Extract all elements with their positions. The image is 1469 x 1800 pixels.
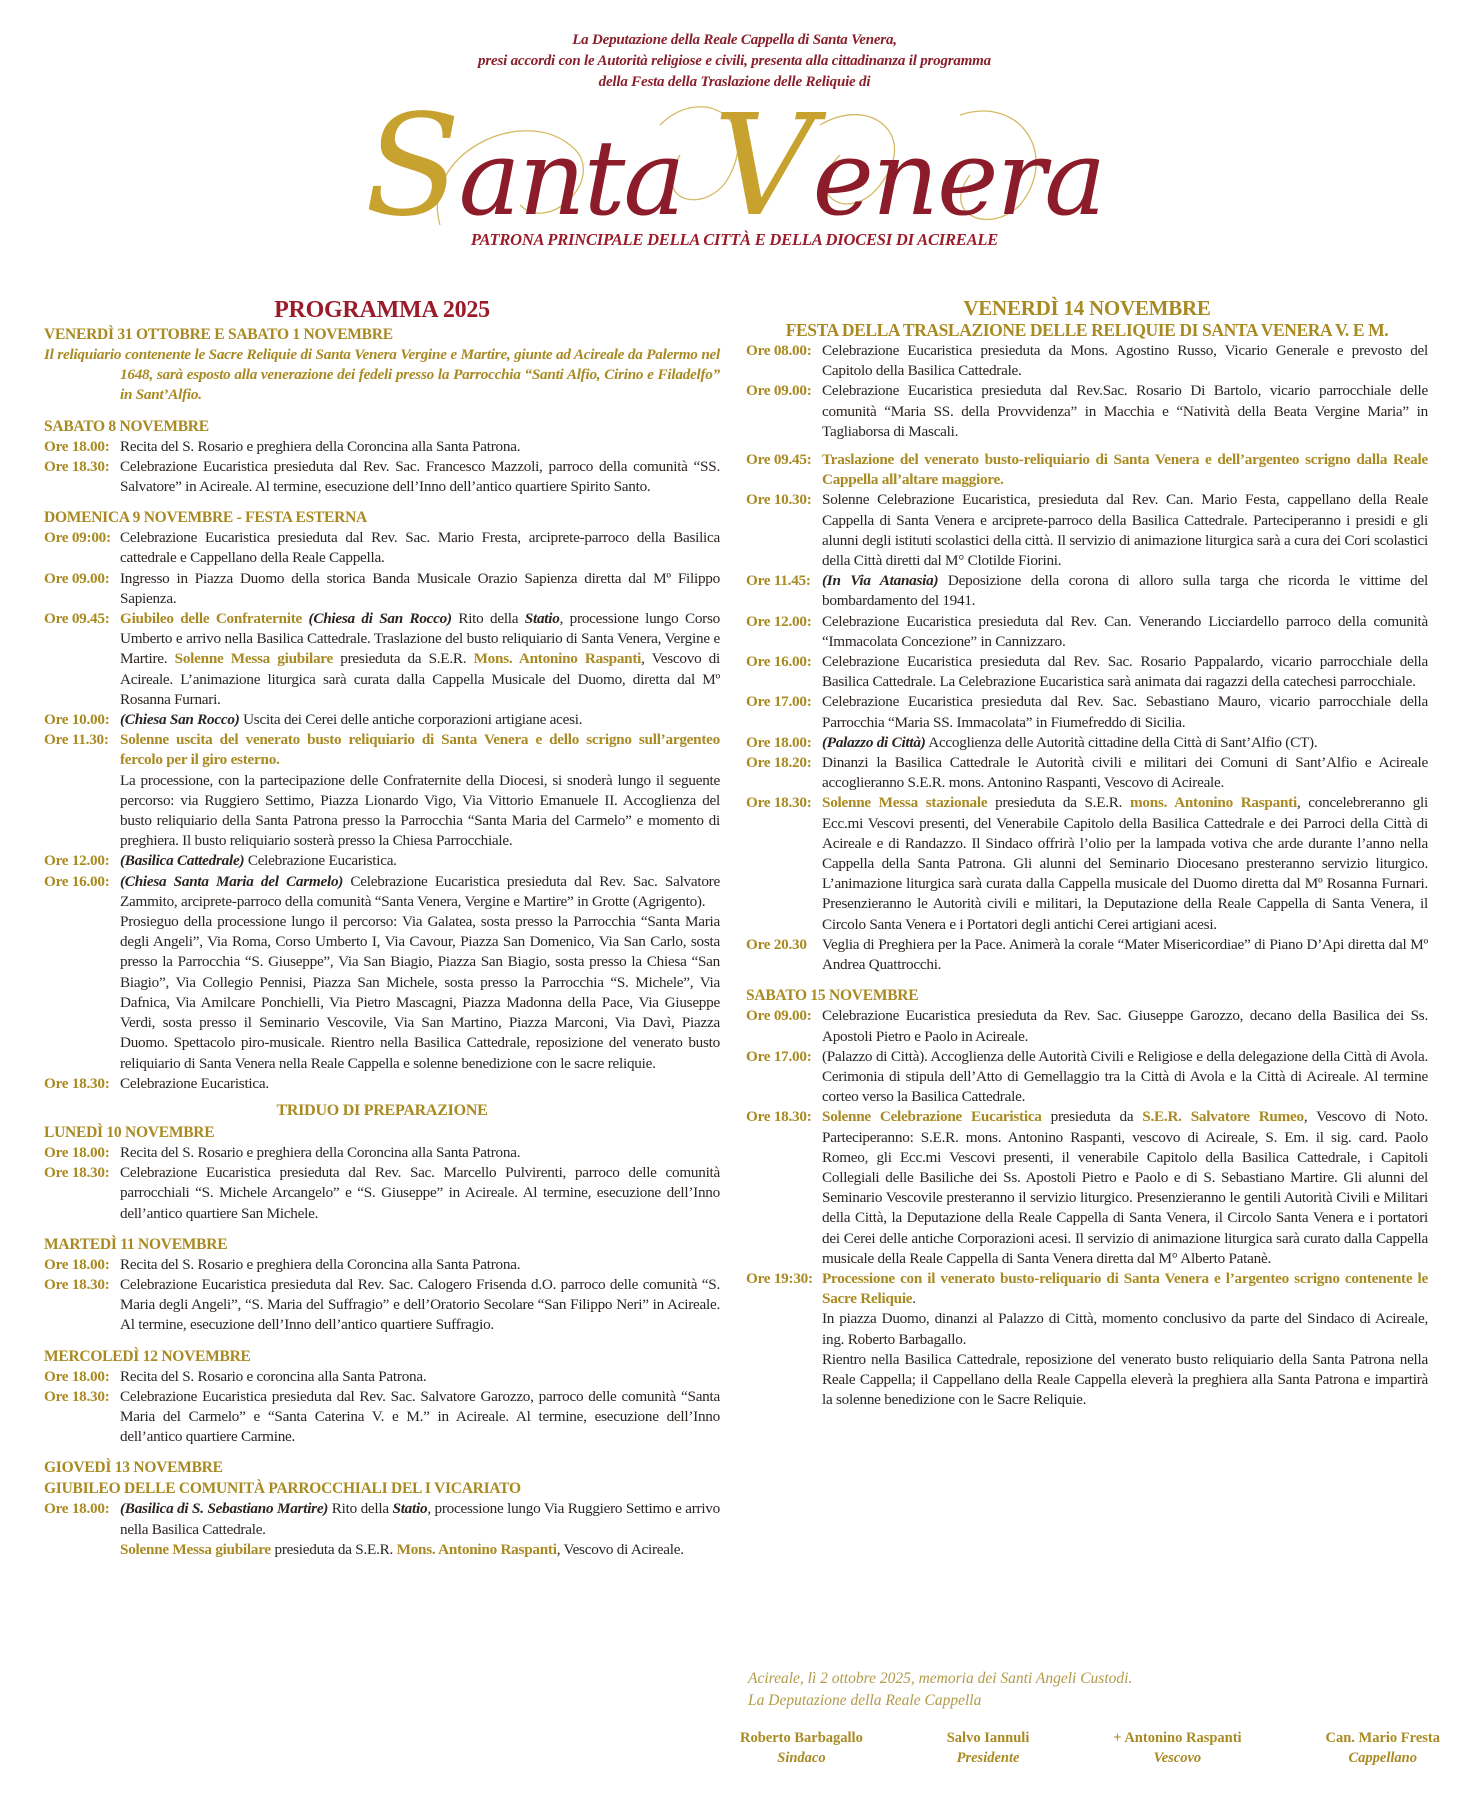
entry-text: Solenne Celebrazione Eucaristica, presieduta dal Rev. Can. Mario Festa, cappellano della Reale Cappella di Santa Venera e arciprete-parroco della Basilica Cattedrale. Parteciperanno i presidi e gli alunni degli istituti scolastici della città. Il servizio di animazione liturgica sarà a cura dei Cori scolastici della Città diretti dal M° Clotilde Fiorini. bbox=[822, 491, 1428, 570]
entry-time: Ore 09.45: bbox=[746, 451, 812, 469]
schedule-entry bbox=[746, 490, 1428, 571]
signature-role: Vescovo bbox=[1153, 1750, 1202, 1766]
entry-text: presieduta da S.E.R. bbox=[987, 794, 1131, 812]
entry-description bbox=[822, 450, 1428, 490]
entry-text: , Vescovo di Acireale. bbox=[556, 1540, 684, 1558]
entry-time: Ore 18.30: bbox=[746, 794, 812, 812]
signature-name: Salvo Iannuli bbox=[946, 1730, 1030, 1746]
day-heading: MERCOLEDÌ 12 NOVEMBRE bbox=[44, 1347, 251, 1365]
entry-description bbox=[120, 528, 720, 568]
entry-description bbox=[822, 341, 1428, 381]
logo-text: anta bbox=[458, 117, 684, 239]
highlight-text: Solenne Celebrazione Eucaristica bbox=[822, 1108, 1042, 1126]
signature-name: + Antonino Raspanti bbox=[1113, 1730, 1242, 1746]
schedule-entry bbox=[44, 872, 720, 912]
footer-note bbox=[748, 1668, 1132, 1712]
entry-text: (Palazzo di Città). Accoglienza delle Autorità Civili e Religiose e della delegazione della Città di Avola. Cerimonia di stipula dell’Atto di Gemellaggio tra la Città di Avola e la Città di Acireale. Al termine corteo verso la Basilica Cattedrale. bbox=[822, 1047, 1428, 1106]
signature-role: Cappellano bbox=[1348, 1750, 1417, 1766]
entry-description bbox=[120, 730, 720, 770]
entry-continuation bbox=[44, 1540, 720, 1560]
day-heading: VENERDÌ 31 OTTOBRE E SABATO 1 NOVEMBRE bbox=[44, 326, 393, 343]
entry-time: Ore 09.00: bbox=[746, 382, 812, 400]
day-heading: MARTEDÌ 11 NOVEMBRE bbox=[44, 1235, 228, 1253]
schedule-entry bbox=[746, 1269, 1428, 1309]
entry-description bbox=[822, 1006, 1428, 1046]
entry-description bbox=[120, 1255, 720, 1275]
entry-text: Celebrazione Eucaristica presieduta dal Rev. Can. Venerando Licciardello parroco della comunità “Immacolata Concezione” in Cannizzaro. bbox=[822, 612, 1428, 650]
highlight-text: Processione con il venerato busto-reliquario di Santa Venera e l’argenteo scrigno contenente le Sacre Reliquie bbox=[822, 1269, 1428, 1308]
logo-initial: V bbox=[713, 85, 813, 248]
schedule-entry bbox=[44, 1255, 720, 1275]
entry-time: Ore 09.45: bbox=[44, 610, 110, 628]
entry-time: Ore 18.30: bbox=[44, 1387, 110, 1405]
entry-description bbox=[120, 851, 720, 871]
entry-description bbox=[822, 692, 1428, 732]
entry-text: Recita del S. Rosario e preghiera della Coroncina alla Santa Patrona. bbox=[120, 1255, 521, 1273]
entry-text: , Vescovo di Noto. Parteciperanno: S.E.R. mons. Antonino Raspanti, vescovo di Acireale, S. Em. il sig. card. Paolo Romeo, gli Ecc.mi Vescovi presenti, il venerabile Capitolo della Basilica Cattedrale, i Capitoli Collegiali delle Basiliche dei Ss. Apostoli Pietro e Paolo e di S. Sebastiano Martire. Gli alunni del Seminario Vescovile presteranno il servizio liturgico. Presenzieranno le gentili Autorità Civili e Militari della Città, la Deputazione della Reale Cappella di Santa Venera, il Circolo Santa Venera e i portatori dei Cerei delle antiche Corporazioni acesi. Il servizio di animazione liturgica sarà curato dalla Cappella musicale della Reale Cappella di Santa Venera diretta dal M° Alberto Patanè. bbox=[822, 1108, 1428, 1267]
entry-description bbox=[120, 569, 720, 609]
spacer bbox=[746, 442, 1428, 450]
entry-description bbox=[822, 490, 1428, 571]
signature-role: Presidente bbox=[956, 1750, 1020, 1766]
highlight-text: Giubileo delle Confraternite bbox=[120, 610, 309, 628]
highlight-text: S.E.R. Salvatore Rumeo bbox=[1142, 1108, 1304, 1126]
logo-santa-venera bbox=[0, 85, 1469, 248]
day-heading: LUNEDÌ 10 NOVEMBRE bbox=[44, 1123, 215, 1141]
entry-text: Recita del S. Rosario e coroncina alla Santa Patrona. bbox=[120, 1367, 427, 1385]
schedule-entry bbox=[746, 733, 1428, 753]
logo-text: enera bbox=[812, 117, 1105, 239]
entry-time: Ore 18.00: bbox=[44, 437, 110, 455]
day-heading: DOMENICA 9 NOVEMBRE - FESTA ESTERNA bbox=[44, 509, 367, 527]
entry-description bbox=[822, 1269, 1428, 1309]
entry-text: , processione lungo Via Ruggiero Settimo e arrivo nella Basilica Cattedrale. bbox=[120, 1500, 720, 1538]
schedule-entry bbox=[746, 450, 1428, 490]
schedule-entry bbox=[44, 710, 720, 730]
entry-time: Ore 18.30: bbox=[746, 1108, 812, 1126]
place-note: (Basilica di S. Sebastiano Martire) bbox=[120, 1500, 329, 1518]
schedule-entry bbox=[44, 1143, 720, 1163]
entry-description bbox=[120, 1275, 720, 1336]
signed-by: La Deputazione della Reale Cappella bbox=[748, 1692, 982, 1709]
schedule-entry bbox=[44, 1275, 720, 1336]
schedule-entry bbox=[44, 569, 720, 609]
entry-text: presieduta da S.E.R. bbox=[333, 650, 474, 668]
day-heading: VENERDÌ 14 NOVEMBRE bbox=[963, 296, 1211, 320]
schedule-entry bbox=[746, 652, 1428, 692]
entry-time: Ore 18.20: bbox=[746, 754, 812, 772]
highlight-text: Mons. Antonino Raspanti bbox=[473, 650, 642, 668]
entry-text: presieduta da bbox=[1041, 1108, 1143, 1126]
entry-time: Ore 17.00: bbox=[746, 1047, 812, 1065]
entry-text: Rito della bbox=[328, 1500, 393, 1518]
tagline: PATRONA PRINCIPALE DELLA CITTÀ E DELLA DIOCESI DI ACIREALE bbox=[470, 230, 999, 249]
header-intro bbox=[0, 30, 1469, 93]
schedule-entry bbox=[44, 609, 720, 710]
signature bbox=[1113, 1728, 1241, 1768]
entry-description bbox=[120, 710, 720, 730]
entry-description bbox=[822, 571, 1428, 611]
entry-time: Ore 10.00: bbox=[44, 711, 110, 729]
schedule-entry bbox=[746, 935, 1428, 975]
entry-text: Uscita dei Cerei delle antiche corporazioni artigiane acesi. bbox=[239, 711, 583, 729]
signature-role: Sindaco bbox=[777, 1750, 826, 1766]
entry-text: La processione, con la partecipazione delle Confraternite della Diocesi, si snoderà lungo il seguente percorso: via Ruggiero Settimo, Piazza Lionardo Vigo, Via Vittorio Emanuele II. Accoglienza del busto reliquiario della Santa Patrona presso la Parrocchia “Santa Maria del Carmelo” e momento di preghiera. Il busto reliquiario sosterà presso la Chiesa Parrocchiale. bbox=[120, 771, 720, 850]
entry-continuation bbox=[44, 771, 720, 852]
intro-line: della Festa della Traslazione delle Reliquie di bbox=[598, 74, 871, 90]
schedule-entry bbox=[746, 1006, 1428, 1046]
signature-name: Roberto Barbagallo bbox=[740, 1730, 863, 1746]
entry-text: In piazza Duomo, dinanzi al Palazzo di Città, momento conclusivo da parte del Sindaco di Acireale, ing. Roberto Barbagallo. bbox=[822, 1310, 1428, 1348]
schedule-entry bbox=[44, 1387, 720, 1448]
entry-time: Ore 12.00: bbox=[44, 852, 110, 870]
highlight-text: Solenne uscita del venerato busto reliquiario di Santa Venera e dello scrigno sull’argenteo fercolo per il giro esterno. bbox=[120, 731, 720, 769]
intro-line: presi accordi con le Autorità religiose e civili, presenta alla cittadinanza il programma bbox=[478, 53, 991, 69]
entry-description bbox=[822, 733, 1428, 753]
entry-text: Veglia di Preghiera per la Pace. Animerà la corale “Mater Misericordiae” di Piano D’Api diretta dal Mº Andrea Quattrocchi. bbox=[822, 935, 1428, 974]
highlight-text: Solenne Messa stazionale bbox=[822, 794, 988, 812]
entry-text: Deposizione della corona di alloro sulla targa che ricorda le vittime del bombardamento del 1941. bbox=[822, 572, 1428, 610]
entry-description bbox=[822, 753, 1428, 793]
entry-description bbox=[120, 1143, 720, 1163]
entry-text: Celebrazione Eucaristica presieduta dal Rev. Sac. Salvatore Zammito, arciprete-parroco della comunità “Santa Venera, Vergine e Martire” in Grotte (Agrigento). bbox=[120, 872, 720, 910]
entry-text: Recita del S. Rosario e preghiera della Coroncina alla Santa Patrona. bbox=[120, 437, 521, 455]
entry-description bbox=[822, 381, 1428, 442]
program-column-left bbox=[44, 296, 720, 1560]
highlight-text: Solenne Messa giubilare bbox=[120, 1540, 271, 1558]
entry-text: Rientro nella Basilica Cattedrale, reposizione del venerato busto reliquiario della Santa Patrona nella Reale Cappella; il Cappellano della Reale Cappella eleverà la preghiera alla Santa Patrona e impartirà la solenne benedizione con le Sacre Reliquie. bbox=[822, 1350, 1428, 1409]
schedule-entry bbox=[746, 793, 1428, 934]
entry-time: Ore 11.30: bbox=[44, 731, 109, 749]
signature-name: Can. Mario Fresta bbox=[1325, 1730, 1440, 1746]
day-heading: SABATO 8 NOVEMBRE bbox=[44, 417, 209, 435]
program-title: PROGRAMMA 2025 bbox=[274, 297, 490, 323]
highlight-text: Solenne Messa giubilare bbox=[174, 650, 333, 668]
place-note: (Chiesa San Rocco) bbox=[120, 711, 240, 729]
entry-description bbox=[822, 612, 1428, 652]
entry-description bbox=[822, 1107, 1428, 1269]
entry-time: Ore 18.30: bbox=[44, 1164, 110, 1182]
entry-time: Ore 20.30 bbox=[746, 935, 807, 953]
entry-description bbox=[120, 457, 720, 497]
place-note: (In Via Atanasia) bbox=[822, 572, 939, 590]
entry-text: presieduta da S.E.R. bbox=[270, 1540, 397, 1558]
entry-time: Ore 18.00: bbox=[44, 1500, 110, 1518]
schedule-entry bbox=[746, 692, 1428, 732]
entry-text: . bbox=[912, 1290, 916, 1308]
entry-time: Ore 09.00: bbox=[746, 1007, 812, 1025]
entry-time: Ore 11.45: bbox=[746, 572, 811, 590]
entry-description bbox=[120, 872, 720, 912]
entry-description bbox=[120, 1074, 720, 1094]
section-heading: TRIDUO DI PREPARAZIONE bbox=[276, 1101, 488, 1119]
entry-text: Rito della bbox=[451, 610, 525, 628]
logo-initial: S bbox=[364, 85, 459, 248]
entry-time: Ore 19:30: bbox=[746, 1269, 813, 1287]
schedule-entry bbox=[44, 1499, 720, 1539]
entry-time: Ore 16.00: bbox=[44, 872, 110, 890]
schedule-entry bbox=[746, 1047, 1428, 1108]
place-note: Statio bbox=[524, 610, 560, 628]
schedule-entry bbox=[746, 753, 1428, 793]
entry-time: Ore 18.30: bbox=[44, 457, 110, 475]
entry-time: Ore 09.00: bbox=[44, 569, 110, 587]
entry-time: Ore 17.00: bbox=[746, 693, 812, 711]
program-column-right bbox=[746, 296, 1428, 1410]
entry-time: Ore 18.30: bbox=[44, 1074, 110, 1092]
schedule-entry bbox=[746, 1107, 1428, 1269]
entry-description bbox=[120, 609, 720, 710]
entry-text: Celebrazione Eucaristica presieduta dal Rev. Sac. Rosario Pappalardo, vicario parrocchiale della Basilica Cattedrale. La Celebrazione Eucaristica sarà animata dai ragazzi della catechesi parrocchiale. bbox=[822, 653, 1428, 691]
entry-text: Celebrazione Eucaristica presieduta dal Rev. Sac. Marcello Pulvirenti, parroco delle comunità parrocchiali “S. Michele Arcangelo” e “S. Giuseppe” in Acireale. Al termine, esecuzione dell’Inno dell’antico quartiere San Michele. bbox=[120, 1164, 720, 1222]
entry-time: Ore 09:00: bbox=[44, 529, 111, 547]
schedule-entry bbox=[44, 528, 720, 568]
entry-text: , Vescovo di Acireale. L’animazione liturgica sarà curata dalla Cappella Musicale del Duomo, diretta dal Mº Rosanna Furnari. bbox=[120, 650, 720, 708]
entry-text: Dinanzi la Basilica Cattedrale le Autorità civili e militari dei Comuni di Sant’Alfio e Acireale accoglieranno S.E.R. mons. Antonino Raspanti, Vescovo di Acireale. bbox=[822, 754, 1428, 792]
entry-time: Ore 18.00: bbox=[746, 733, 812, 751]
entry-text: Celebrazione Eucaristica presieduta dal Rev. Sac. Sebastiano Mauro, vicario parrocchiale della Parrocchia “Maria SS. Immacolata” in Fiumefreddo di Sicilia. bbox=[822, 693, 1428, 731]
entry-text: Accoglienza delle Autorità cittadine della Città di Sant’Alfio (CT). bbox=[925, 733, 1318, 751]
entry-time: Ore 18.30: bbox=[44, 1275, 110, 1293]
entry-description bbox=[120, 1367, 720, 1387]
schedule-entry bbox=[44, 851, 720, 871]
schedule-entry bbox=[746, 571, 1428, 611]
entry-time: Ore 18.00: bbox=[44, 1255, 110, 1273]
entry-continuation bbox=[44, 912, 720, 1074]
entry-description bbox=[822, 935, 1428, 975]
entry-description bbox=[822, 793, 1428, 934]
entry-time: Ore 18.00: bbox=[44, 1143, 110, 1161]
intro-paragraph: Il reliquiario contenente le Sacre Reliquie di Santa Venera Vergine e Martire, giunte ad Acireale da Palermo nel 1648, sarà esposto alla venerazione dei fedeli presso la Parrocchia “Santi Alfio, Cirino e Filadelfo” in Sant’Alfio. bbox=[44, 346, 720, 404]
entry-text: , concelebreranno gli Ecc.mi Vescovi presenti, del Venerabile Capitolo della Basilica Cattedrale e dei Parroci della Città di Acireale e di Randazzo. Il Sindaco offrirà l’olio per la lampada votiva che arde durante l’anno nella Cappella della Santa Patrona. Gli alunni del Seminario Diocesano presteranno servizio liturgico. L’animazione liturgica sarà curata dalla Cappella musicale del Duomo diretta dal Mº Rosanna Furnari. Presenzieranno le Autorità civili e militari, la Deputazione della Reale Cappella di Santa Venera, il Circolo Santa Venera e i Portatori degli antichi Cerei artigiani acesi. bbox=[822, 794, 1428, 933]
entry-time: Ore 10.30: bbox=[746, 491, 812, 509]
place-note: Statio bbox=[392, 1500, 428, 1518]
entry-text: Ingresso in Piazza Duomo della storica Banda Musicale Orazio Sapienza diretta dal Mº Filippo Sapienza. bbox=[120, 569, 720, 607]
schedule-entry bbox=[44, 1163, 720, 1224]
entry-text: Celebrazione Eucaristica presieduta da Mons. Agostino Russo, Vicario Generale e prevosto del Capitolo della Basilica Cattedrale. bbox=[822, 342, 1428, 380]
entry-description bbox=[120, 1163, 720, 1224]
entry-text: Celebrazione Eucaristica. bbox=[120, 1074, 269, 1092]
schedule-entry bbox=[746, 381, 1428, 442]
entry-time: Ore 16.00: bbox=[746, 653, 812, 671]
entry-text: Celebrazione Eucaristica presieduta dal Rev. Sac. Salvatore Garozzo, parroco delle comunità “Santa Maria del Carmelo” e “Santa Caterina V. e M.” in Acireale. Al termine, esecuzione dell’Inno dell’antico quartiere Carmine. bbox=[120, 1387, 720, 1446]
highlight-text: Traslazione del venerato busto-reliquiario di Santa Venera e dell’argenteo scrigno dalla Reale Cappella all’altare maggiore. bbox=[822, 451, 1428, 489]
schedule-entry bbox=[44, 1074, 720, 1094]
entry-description bbox=[822, 1047, 1428, 1108]
entry-continuation bbox=[746, 1309, 1428, 1349]
entry-text: Celebrazione Eucaristica presieduta dal Rev. Sac. Mario Fresta, arciprete-parroco della Basilica cattedrale e Cappellano della Reale Cappella. bbox=[120, 529, 720, 567]
entry-text: , processione lungo Corso Umberto e arrivo nella Basilica Cattedrale. Traslazione del busto reliquiario di Santa Venera, Vergine e Martire. bbox=[120, 610, 720, 668]
entry-text: Prosieguo della processione lungo il percorso: Via Galatea, sosta presso la Parrocchia “Santa Maria degli Angeli”, Via Roma, Corso Umberto I, Via Cavour, Piazza San Domenico, Via San Carlo, sosta presso la Parrocchia “S. Giuseppe”, Via San Biagio, Piazza San Biagio, sosta presso la Chiesa “San Biagio”, Via Collegio Pennisi, Piazza San Michele, sosta presso la Parrocchia “S. Michele”, Via Dafnica, Via Amilcare Ponchielli, Via Pietro Mascagni, Piazza Madonna della Pace, Via Giuseppe Verdi, sosta presso il Seminario Vescovile, Via San Martino, Piazza Marconi, Via Davì, Piazza Duomo. Spettacolo piro-musicale. Rientro nella Basilica Cattedrale, reposizione del venerato busto reliquiario di Santa Venera nella Reale Cappella e solenne benedizione con le sacre reliquie. bbox=[120, 913, 720, 1072]
signature bbox=[740, 1728, 863, 1768]
intro-line: La Deputazione della Reale Cappella di Santa Venera, bbox=[572, 32, 897, 48]
schedule-entry bbox=[746, 341, 1428, 381]
entry-text: Celebrazione Eucaristica. bbox=[244, 852, 397, 870]
signature bbox=[1325, 1728, 1440, 1768]
entry-description bbox=[822, 652, 1428, 692]
feast-heading: FESTA DELLA TRASLAZIONE DELLE RELIQUIE DI SANTA VENERA V. E M. bbox=[785, 320, 1389, 340]
schedule-entry bbox=[44, 730, 720, 770]
entry-description bbox=[120, 437, 720, 457]
entry-continuation bbox=[746, 1350, 1428, 1411]
entry-text: Celebrazione Eucaristica presieduta dal Rev. Sac. Calogero Frisenda d.O. parroco delle comunità “S. Maria degli Angeli”, “S. Maria del Suffragio” e dell’Oratorio Secolare “San Filippo Neri” in Acireale. Al termine, esecuzione dell’Inno dell’antico quartiere Suffragio. bbox=[120, 1275, 720, 1334]
entry-text: Celebrazione Eucaristica presieduta da Rev. Sac. Giuseppe Garozzo, decano della Basilica dei Ss. Apostoli Pietro e Paolo in Acireale. bbox=[822, 1007, 1428, 1045]
entry-text: Celebrazione Eucaristica presieduta dal Rev. Sac. Francesco Mazzoli, parroco della comunità “SS. Salvatore” in Acireale. Al termine, esecuzione dell’Inno dell’antico quartiere Spirito Santo. bbox=[120, 457, 720, 496]
highlight-text: Mons. Antonino Raspanti bbox=[396, 1540, 557, 1558]
schedule-entry bbox=[44, 1367, 720, 1387]
entry-description bbox=[120, 1387, 720, 1448]
signatures bbox=[740, 1728, 1440, 1768]
highlight-text: mons. Antonino Raspanti bbox=[1130, 794, 1297, 812]
schedule-entry bbox=[44, 437, 720, 457]
place-note: (Palazzo di Città) bbox=[822, 733, 926, 751]
schedule-entry bbox=[746, 612, 1428, 652]
day-heading: GIOVEDÌ 13 NOVEMBRE bbox=[44, 1459, 223, 1477]
entry-text: Recita del S. Rosario e preghiera della Coroncina alla Santa Patrona. bbox=[120, 1143, 521, 1161]
day-heading: SABATO 15 NOVEMBRE bbox=[746, 987, 919, 1005]
schedule-entry bbox=[44, 457, 720, 497]
day-heading: GIUBILEO DELLE COMUNITÀ PARROCCHIALI DEL I VICARIATO bbox=[44, 1480, 521, 1498]
date-line: Acireale, lì 2 ottobre 2025, memoria dei Santi Angeli Custodi. bbox=[748, 1670, 1133, 1687]
entry-time: Ore 12.00: bbox=[746, 612, 812, 630]
signature bbox=[947, 1728, 1030, 1768]
entry-text: Celebrazione Eucaristica presieduta dal Rev.Sac. Rosario Di Bartolo, vicario parrocchiale delle comunità “Maria SS. della Provvidenza” in Macchia e “Natività della Beata Vergine Maria” in Tagliaborsa di Mascali. bbox=[822, 382, 1428, 440]
place-note: (Chiesa Santa Maria del Carmelo) bbox=[120, 872, 344, 890]
place-note: (Basilica Cattedrale) bbox=[120, 852, 245, 870]
entry-time: Ore 18.00: bbox=[44, 1367, 110, 1385]
entry-description bbox=[120, 1499, 720, 1539]
place-note: (Chiesa di San Rocco) bbox=[308, 610, 452, 628]
entry-time: Ore 08.00: bbox=[746, 342, 812, 359]
